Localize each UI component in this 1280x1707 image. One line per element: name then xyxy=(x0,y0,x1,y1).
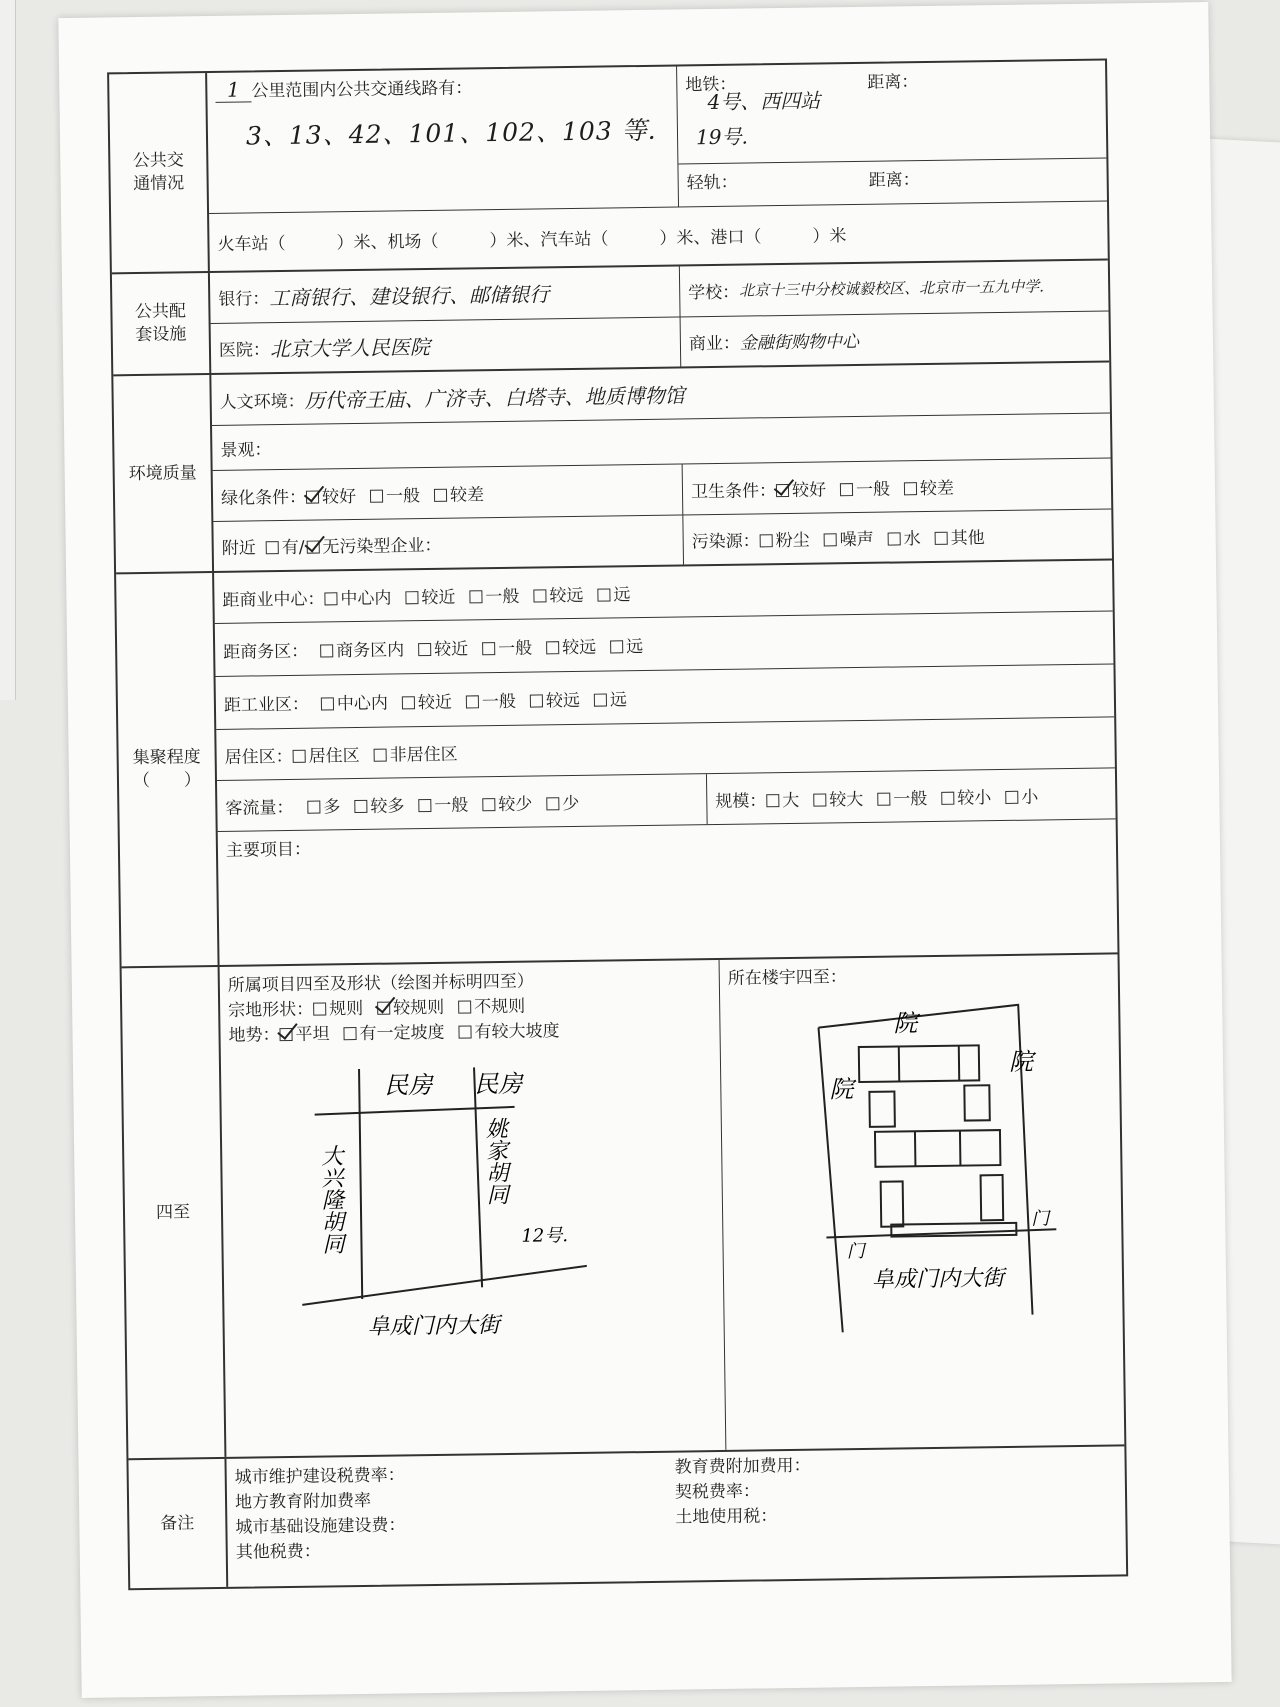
stations-line: 火车站（ ）米、机场（ ）米、汽车站（ ）米、港口（ ）米 xyxy=(217,226,847,255)
agglomeration-label: 集聚程度 （ ） xyxy=(116,573,219,966)
pollution-option-0[interactable] xyxy=(759,526,809,552)
commercial-distance-option-label: 较近 xyxy=(421,587,456,608)
project-boundary-sketch xyxy=(229,1049,713,1356)
scale-option-3[interactable] xyxy=(941,783,991,809)
terrain-option-label: 平坦 xyxy=(295,1024,330,1045)
traffic-option-label: 一般 xyxy=(434,794,469,816)
nearby-no-checkbox[interactable]: 无污染型企业： xyxy=(306,531,441,558)
building-south-label: 阜成门内大街 xyxy=(871,1266,1005,1293)
hygiene-option-label: 较差 xyxy=(919,478,955,499)
business-distance-label: 距商务区： xyxy=(223,641,309,663)
remark-land-use-tax: 土地使用税： xyxy=(675,1506,778,1528)
checkbox-icon[interactable] xyxy=(458,1000,471,1013)
remark-other-taxes: 其他税费： xyxy=(235,1541,321,1563)
building-west-label: 院 xyxy=(829,1075,854,1104)
business-distance-option-0[interactable] xyxy=(320,635,404,661)
terrain-option-2[interactable] xyxy=(458,1016,559,1042)
shape-option-2[interactable] xyxy=(458,992,525,1018)
shape-option-label: 较规则 xyxy=(393,997,445,1019)
checkbox-icon[interactable] xyxy=(370,489,383,502)
shape-label: 宗地形状： xyxy=(228,999,314,1021)
scale-option-label: 小 xyxy=(1021,787,1039,808)
culture-value: 历代帝王庙、广济寺、白塔寺、地质博物馆 xyxy=(304,382,685,413)
business-distance-option-4[interactable] xyxy=(610,632,643,657)
scale-option-0[interactable] xyxy=(766,785,799,810)
hospital-cell xyxy=(211,317,682,373)
scale-option-label: 大 xyxy=(782,790,800,811)
commercial-distance-option-0[interactable] xyxy=(324,583,391,609)
traffic-option-4[interactable] xyxy=(546,788,579,813)
remarks-left xyxy=(226,1453,668,1587)
checkbox-icon[interactable] xyxy=(324,592,337,605)
industrial-distance-option-label: 较近 xyxy=(417,692,453,713)
remarks-section xyxy=(128,1446,1126,1588)
light-rail-label: 轻轨： xyxy=(686,172,738,194)
remark-deed-tax: 契税费率： xyxy=(674,1481,761,1503)
scale-option-label: 较小 xyxy=(957,787,992,809)
scale-option-4[interactable] xyxy=(1005,782,1038,807)
commercial-distance-option-label: 较远 xyxy=(549,585,584,606)
checkbox-icon[interactable] xyxy=(279,1028,292,1041)
sketch-north-b: 民房 xyxy=(474,1069,523,1099)
checkbox-icon[interactable] xyxy=(766,794,779,807)
project-sketch-cell xyxy=(220,960,727,1457)
hospital-value: 北京大学人民医院 xyxy=(269,334,431,361)
hygiene-option-label: 较好 xyxy=(791,479,827,501)
checkbox-icon[interactable] xyxy=(546,797,559,810)
checkbox-icon[interactable] xyxy=(313,1002,326,1015)
building-boundary-sketch xyxy=(728,984,1113,1369)
residential-option-label: 非居住区 xyxy=(389,744,458,766)
business-distance-option-1[interactable] xyxy=(418,634,468,660)
remark-local-education-surcharge: 地方教育附加费率 xyxy=(234,1490,372,1513)
transport-label: 公共交通情况 xyxy=(109,73,210,272)
bank-label: 银行： xyxy=(218,289,270,311)
residential-label: 居住区： xyxy=(224,746,293,768)
scale-option-2[interactable] xyxy=(877,784,927,810)
checkbox-icon[interactable] xyxy=(343,1027,356,1040)
checkbox-icon[interactable] xyxy=(418,642,431,655)
hygiene-option-0[interactable] xyxy=(776,475,826,501)
building-gate-left: 门 xyxy=(846,1240,865,1263)
boundaries-section xyxy=(122,954,1125,1460)
industrial-distance-option-0[interactable] xyxy=(321,688,388,714)
checkbox-icon[interactable] xyxy=(904,482,917,495)
checkbox-icon[interactable] xyxy=(877,792,890,805)
checkbox-icon[interactable] xyxy=(1005,790,1018,803)
pollution-label: 污染源： xyxy=(691,531,760,553)
commercial-distance-option-4[interactable] xyxy=(597,580,630,605)
pollution-option-label: 噪声 xyxy=(839,529,874,551)
hygiene-label: 卫生条件： xyxy=(690,480,777,502)
subway-value-2: 19号. xyxy=(695,124,749,150)
industrial-distance-option-1[interactable] xyxy=(402,687,452,713)
building-sketch-cell xyxy=(720,954,1125,1450)
scale-label: 规模： xyxy=(715,790,767,812)
school-label: 学校： xyxy=(688,282,740,304)
checkbox-icon[interactable] xyxy=(405,591,418,604)
traffic-option-2[interactable] xyxy=(418,790,468,816)
shape-option-label: 不规则 xyxy=(474,996,526,1018)
traffic-option-label: 较多 xyxy=(370,795,405,817)
business-distance-option-3[interactable] xyxy=(546,632,596,658)
terrain-option-label: 有一定坡度 xyxy=(359,1022,445,1045)
commercial-distance-option-1[interactable] xyxy=(405,582,455,608)
checkbox-icon[interactable] xyxy=(610,640,623,653)
commerce-value: 金融街购物中心 xyxy=(739,331,860,354)
checkbox-icon[interactable] xyxy=(530,694,543,707)
greening-option-label: 较差 xyxy=(449,484,485,506)
shape-option-1[interactable] xyxy=(377,993,444,1019)
bus-lines-label: 公里范围内公共交通线路有： xyxy=(251,78,473,102)
bus-lines-cell xyxy=(207,66,679,213)
remark-infrastructure-fee: 城市基础设施建设费： xyxy=(235,1515,406,1538)
subway-cell xyxy=(677,61,1106,165)
pollution-option-label: 水 xyxy=(903,529,921,550)
main-projects-label: 主要项目： xyxy=(225,839,312,861)
checkbox-icon[interactable] xyxy=(434,488,447,501)
checkbox-icon[interactable] xyxy=(533,589,546,602)
industrial-distance-label: 距工业区： xyxy=(223,694,310,716)
building-north-label: 院 xyxy=(893,1009,918,1038)
pollution-option-label: 其他 xyxy=(950,528,985,549)
survey-form-sheet xyxy=(58,2,1231,1698)
checkbox-icon[interactable] xyxy=(935,532,948,545)
hygiene-cell xyxy=(683,458,1112,514)
light-rail-distance-label: 距离： xyxy=(868,170,920,191)
subway-label: 地铁： xyxy=(685,74,737,96)
commercial-distance-option-label: 一般 xyxy=(485,586,520,607)
checkbox-icon[interactable] xyxy=(594,693,607,706)
sketch-south-line xyxy=(302,1266,587,1305)
remarks-right xyxy=(666,1446,1126,1580)
greening-option-1[interactable] xyxy=(370,481,420,507)
hygiene-option-1[interactable] xyxy=(840,474,890,500)
terrain-option-label: 有较大坡度 xyxy=(474,1021,560,1043)
survey-form-table xyxy=(107,58,1128,1590)
traffic-option-label: 少 xyxy=(562,793,580,814)
remark-urban-maintenance-tax: 城市维护建设税费率： xyxy=(234,1465,405,1488)
pollution-cell xyxy=(683,509,1112,564)
building-east-label: 院 xyxy=(1008,1047,1034,1076)
school-value: 北京十三中分校诚毅校区、北京市一五九中学. xyxy=(739,277,1045,300)
hygiene-option-label: 一般 xyxy=(855,479,891,500)
culture-label: 人文环境： xyxy=(219,391,305,413)
facilities-label: 公共配套设施 xyxy=(112,273,211,374)
nearby-cell xyxy=(213,515,684,571)
bus-lines-value: 3、13、42、101、102、103 等. xyxy=(245,115,657,151)
pollution-option-2[interactable] xyxy=(887,524,920,549)
checkbox-icon[interactable] xyxy=(941,791,954,804)
commercial-distance-option-2[interactable] xyxy=(469,581,519,607)
checkbox-icon[interactable] xyxy=(760,534,773,547)
remarks-label: 备注 xyxy=(128,1459,228,1588)
industrial-distance-option-label: 较远 xyxy=(545,690,581,711)
business-distance-option-2[interactable] xyxy=(482,633,532,659)
checkbox-icon[interactable] xyxy=(293,749,306,762)
building-gate-right: 门 xyxy=(1031,1208,1050,1230)
checkbox-icon[interactable] xyxy=(306,490,319,503)
checkbox-icon[interactable] xyxy=(320,644,333,657)
checkbox-icon[interactable] xyxy=(458,1025,471,1038)
scale-option-label: 较大 xyxy=(829,789,864,810)
commercial-distance-label: 距商业中心： xyxy=(222,588,325,611)
nearby-label: 附近 xyxy=(221,538,256,559)
residential-option-label: 居住区 xyxy=(308,745,360,767)
scale-cell xyxy=(707,768,1116,824)
industrial-distance-option-label: 一般 xyxy=(481,691,517,712)
sketch-west-label: 大兴隆胡同 xyxy=(317,1144,345,1255)
industrial-distance-option-2[interactable] xyxy=(466,686,516,712)
remark-education-surcharge: 教育费附加费用： xyxy=(674,1455,811,1478)
checkbox-icon[interactable] xyxy=(402,696,415,709)
sketch-east-line xyxy=(474,1067,482,1287)
pollution-option-1[interactable] xyxy=(823,525,873,551)
bank-value: 工商银行、建设银行、邮储银行 xyxy=(269,282,550,311)
checkbox-icon[interactable] xyxy=(418,798,431,811)
hospital-label: 医院： xyxy=(218,339,271,361)
project-boundaries-title: 所属项目四至及形状（绘图并标明四至） xyxy=(227,971,534,996)
environment-section xyxy=(113,362,1112,574)
sketch-east-label: 姚家胡同 xyxy=(482,1116,509,1206)
traffic-option-0[interactable] xyxy=(307,792,340,817)
subway-distance-label: 距离： xyxy=(867,72,919,93)
traffic-option-1[interactable] xyxy=(354,791,404,817)
checkbox-icon[interactable] xyxy=(824,533,837,546)
hygiene-option-2[interactable] xyxy=(904,473,954,499)
checkbox-icon[interactable] xyxy=(482,642,495,655)
industrial-distance-option-3[interactable] xyxy=(530,685,580,711)
business-distance-option-label: 远 xyxy=(626,636,644,657)
checkbox-icon[interactable] xyxy=(546,641,559,654)
commerce-cell xyxy=(681,319,1109,358)
commercial-distance-option-label: 远 xyxy=(613,584,631,605)
greening-option-2[interactable] xyxy=(434,480,484,506)
pollution-option-label: 粉尘 xyxy=(775,530,810,552)
checkbox-icon[interactable] xyxy=(813,793,826,806)
traffic-option-label: 多 xyxy=(323,796,341,817)
sketch-east-note: 12号. xyxy=(521,1225,569,1247)
bank-cell xyxy=(210,266,681,322)
business-distance-option-label: 商务区内 xyxy=(336,639,405,661)
commercial-distance-option-label: 中心内 xyxy=(340,588,392,609)
traffic-label: 客流量： xyxy=(225,797,294,819)
checkbox-icon[interactable] xyxy=(321,697,334,710)
terrain-option-1[interactable] xyxy=(343,1018,444,1044)
shape-option-0[interactable] xyxy=(313,994,363,1020)
business-distance-option-label: 较近 xyxy=(434,638,469,660)
commercial-distance-option-3[interactable] xyxy=(533,580,583,606)
greening-option-label: 较好 xyxy=(321,486,357,507)
bus-radius-value: 1 xyxy=(215,77,251,103)
terrain-option-0[interactable] xyxy=(279,1019,329,1045)
checkbox-icon[interactable] xyxy=(840,483,853,496)
checkbox-icon[interactable] xyxy=(776,483,789,496)
sketch-south-label: 阜成门内大街 xyxy=(367,1313,500,1340)
subway-value: 4号、西四站 xyxy=(707,88,821,115)
checkbox-icon[interactable] xyxy=(307,800,320,813)
sketch-west-line xyxy=(359,1069,362,1299)
residential-option-0[interactable] xyxy=(292,740,359,766)
agglomeration-section xyxy=(116,560,1117,968)
traffic-option-label: 较少 xyxy=(498,794,533,815)
commerce-label: 商业： xyxy=(688,333,741,355)
checkbox-icon[interactable] xyxy=(374,748,387,761)
checkbox-icon[interactable] xyxy=(482,798,495,811)
shape-option-label: 规则 xyxy=(329,998,364,1020)
scale-option-1[interactable] xyxy=(813,784,863,810)
pollution-option-3[interactable] xyxy=(934,523,984,549)
greening-option-0[interactable] xyxy=(306,482,356,508)
transport-section xyxy=(109,61,1108,275)
greening-label: 绿化条件： xyxy=(220,487,307,509)
school-cell xyxy=(680,269,1108,308)
industrial-distance-option-label: 中心内 xyxy=(336,693,389,714)
scenery-label: 景观： xyxy=(220,439,272,461)
boundaries-label: 四至 xyxy=(122,967,227,1458)
nearby-yes-checkbox[interactable]: 有/ xyxy=(266,533,305,559)
checkbox-icon[interactable] xyxy=(469,590,482,603)
greening-cell xyxy=(213,464,684,521)
checkbox-icon[interactable] xyxy=(377,1002,390,1015)
greening-option-label: 一般 xyxy=(385,485,421,507)
checkbox-icon[interactable] xyxy=(354,799,367,812)
business-distance-option-label: 较远 xyxy=(562,637,597,658)
building-boundaries-title: 所在楼宇四至： xyxy=(727,967,847,989)
industrial-distance-option-4[interactable] xyxy=(594,685,627,710)
scale-option-label: 一般 xyxy=(893,788,928,810)
checkbox-icon[interactable] xyxy=(466,695,479,708)
underlying-sheet-left xyxy=(0,0,16,700)
facilities-section xyxy=(112,260,1109,376)
checkbox-icon[interactable] xyxy=(597,588,610,601)
industrial-distance-option-label: 远 xyxy=(609,689,628,710)
traffic-option-3[interactable] xyxy=(482,789,532,815)
traffic-cell xyxy=(217,774,708,831)
residential-option-1[interactable] xyxy=(373,739,457,765)
business-distance-option-label: 一般 xyxy=(498,638,533,659)
environment-label: 环境质量 xyxy=(113,375,214,572)
sketch-north-line xyxy=(315,1107,515,1115)
checkbox-icon[interactable] xyxy=(888,532,901,545)
light-rail-cell xyxy=(678,158,1107,206)
sketch-north-a: 民房 xyxy=(384,1070,433,1100)
terrain-label: 地势： xyxy=(228,1025,280,1046)
